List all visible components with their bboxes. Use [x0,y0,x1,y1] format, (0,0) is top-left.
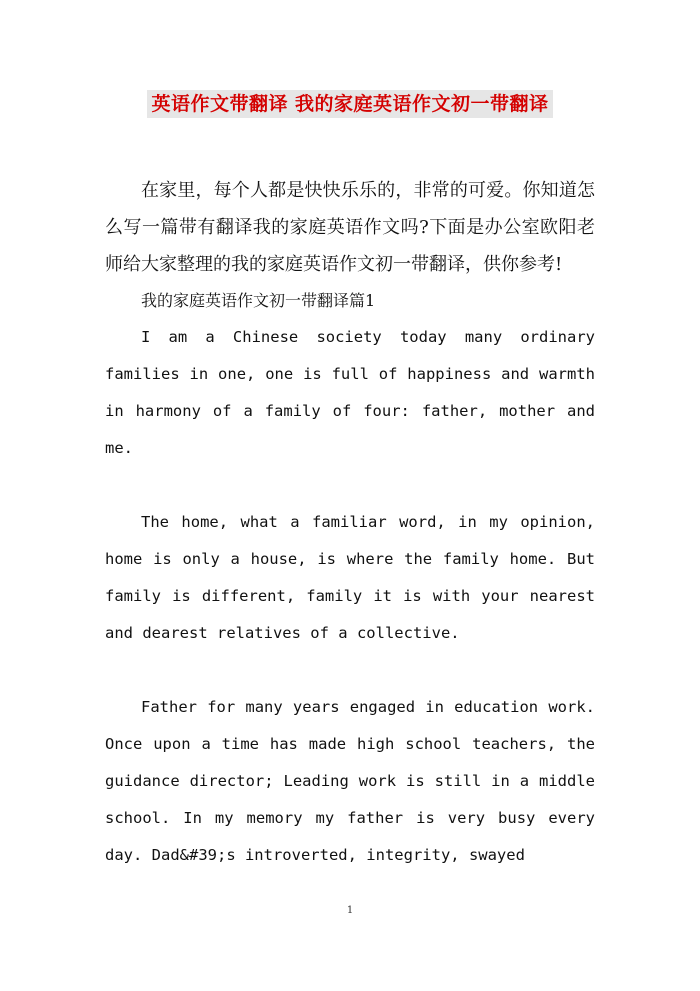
title-wrap [0,90,700,118]
paragraph-1: I am a Chinese society today many ordinary families in one, one is full of happiness and warmth in harmony of a family of four: father, mother and me. [105,328,595,457]
document-title: 英语作文带翻译 我的家庭英语作文初一带翻译 [147,90,552,118]
paragraph-gap [105,467,595,504]
intro-paragraph: 在家里，每个人都是快快乐乐的，非常的可爱。你知道怎么写一篇带有翻译我的家庭英语作文吗?下面是办公室欧阳老师给大家整理的我的家庭英语作文初一带翻译，供你参考! [105,180,595,275]
paragraph-3: Father for many years engaged in education work. Once upon a time has made high school teachers, the guidance director; Leading work is still in a middle school. In my memory my father is very busy every day. Dad&#39;s introverted, integrity, swayed [105,698,595,864]
section-heading: 我的家庭英语作文初一带翻译篇1 [141,291,376,310]
paragraph-gap [105,652,595,689]
paragraph-2: The home, what a familiar word, in my opinion, home is only a house, is where the family home. But family is different, family it is with your nearest and dearest relatives of a collective. [105,513,595,642]
page-number: 1 [346,905,354,916]
document-body [105,172,595,874]
